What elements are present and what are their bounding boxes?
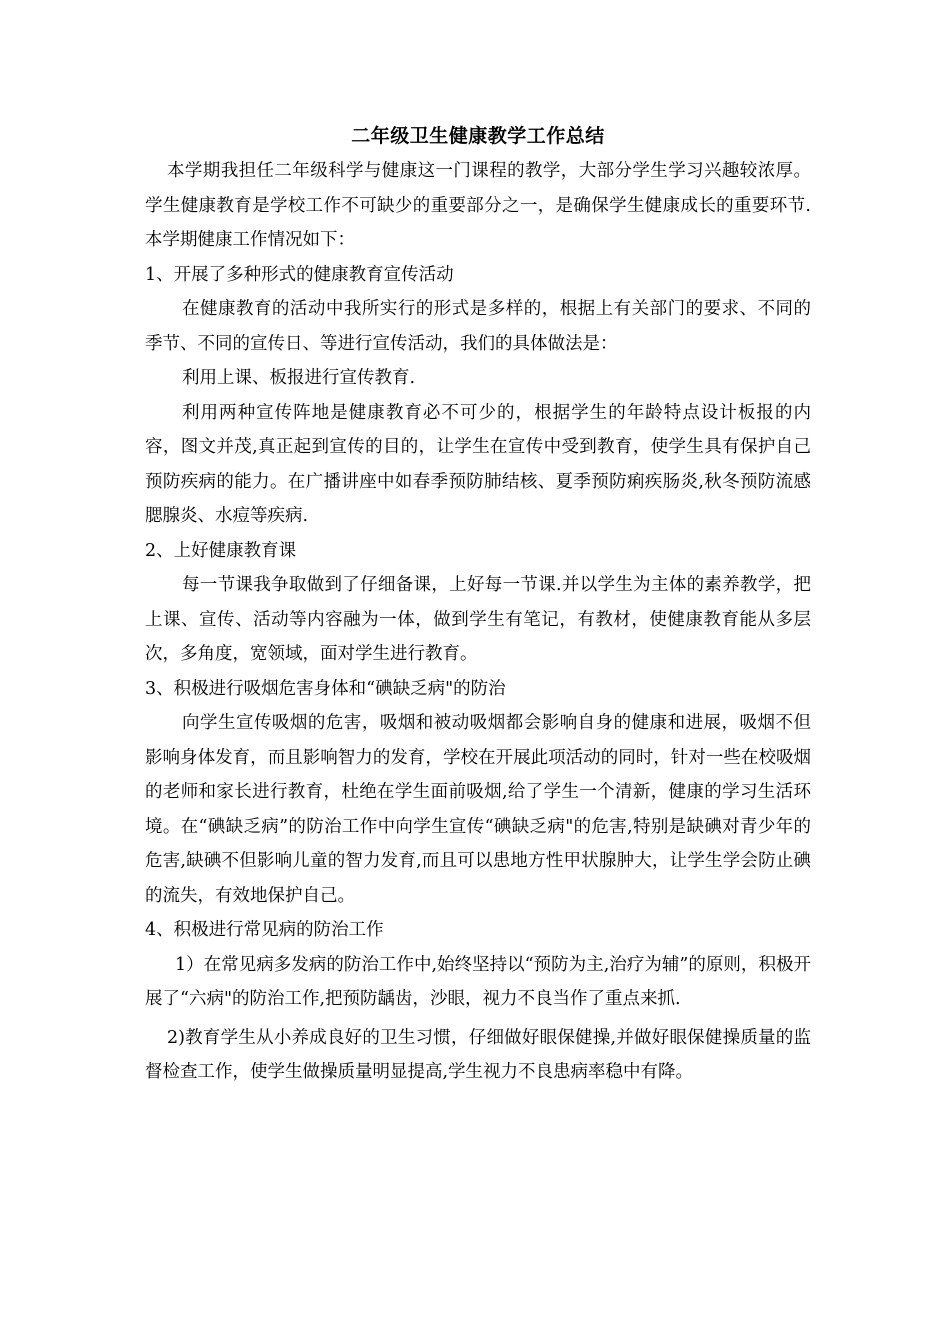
document-page	[145, 120, 811, 1090]
section-4-paragraph-1: 1）在常见病多发病的防治工作中,始终坚持以“预防为主,治疗为辅”的原则，积极开展了“六病"的防治工作,把预防龋齿，沙眼，视力不良当作了重点来抓.	[145, 954, 811, 1009]
section-3-paragraph-1: 向学生宣传吸烟的危害，吸烟和被动吸烟都会影响自身的健康和进展，吸烟不但影响身体发育，而且影响智力的发育，学校在开展此项活动的同时，针对一些在校吸烟的老师和家长进行教育，杜绝在学生面前吸烟,给了学生一个清新，健康的学习生活环境。在“碘缺乏病”的防治工作中向学生宣传“碘缺乏病"的危害,特别是缺碘对青少年的危害,缺碘不但影响儿童的智力发育,而且可以患地方性甲状腺肿大，让学生学会防止碘的流失，有效地保护自己。	[145, 713, 811, 906]
section-1-paragraph-2: 利用上课、板报进行宣传教育.	[182, 368, 416, 388]
section-4-heading: 4、积极进行常见病的防治工作	[145, 920, 384, 940]
section-4-paragraph-2: 2)教育学生从小养成良好的卫生习惯，仔细做好眼保健操,并做好眼保健操质量的监督检查工作，使学生做操质量明显提高,学生视力不良患病率稳中有降。	[145, 1027, 811, 1082]
section-1-heading: 1、开展了多种形式的健康教育宣传活动	[145, 264, 454, 285]
section-2-paragraph-1: 每一节课我争取做到了仔细备课，上好每一节课.并以学生为主体的素养教学，把上课、宣传、活动等内容融为一体，做到学生有笔记，有教材，使健康教育能从多层次，多角度，宽领域，面对学生进行教育。	[145, 575, 811, 664]
section-3-heading: 3、积极进行吸烟危害身体和“碘缺乏病"的防治	[145, 678, 506, 699]
section-2-heading: 2、上好健康教育课	[145, 540, 297, 561]
intro-paragraph: 本学期我担任二年级科学与健康这一门课程的教学，大部分学生学习兴趣较浓厚。学生健康教育是学校工作不可缺少的重要部分之一，是确保学生健康成长的重要环节.本学期健康工作情况如下：	[145, 161, 811, 250]
section-1-paragraph-3: 利用两种宣传阵地是健康教育必不可少的，根据学生的年龄特点设计板报的内容，图文并茂,真正起到宣传的目的，让学生在宣传中受到教育，使学生具有保护自己预防疾病的能力。在广播讲座中如春季预防肺结核、夏季预防痢疾肠炎,秋冬预防流感腮腺炎、水痘等疾病.	[145, 402, 811, 526]
section-1-paragraph-1: 在健康教育的活动中我所实行的形式是多样的，根据上有关部门的要求、不同的季节、不同的宣传日、等进行宣传活动，我们的具体做法是：	[145, 299, 811, 354]
document-title: 二年级卫生健康教学工作总结	[351, 125, 605, 147]
